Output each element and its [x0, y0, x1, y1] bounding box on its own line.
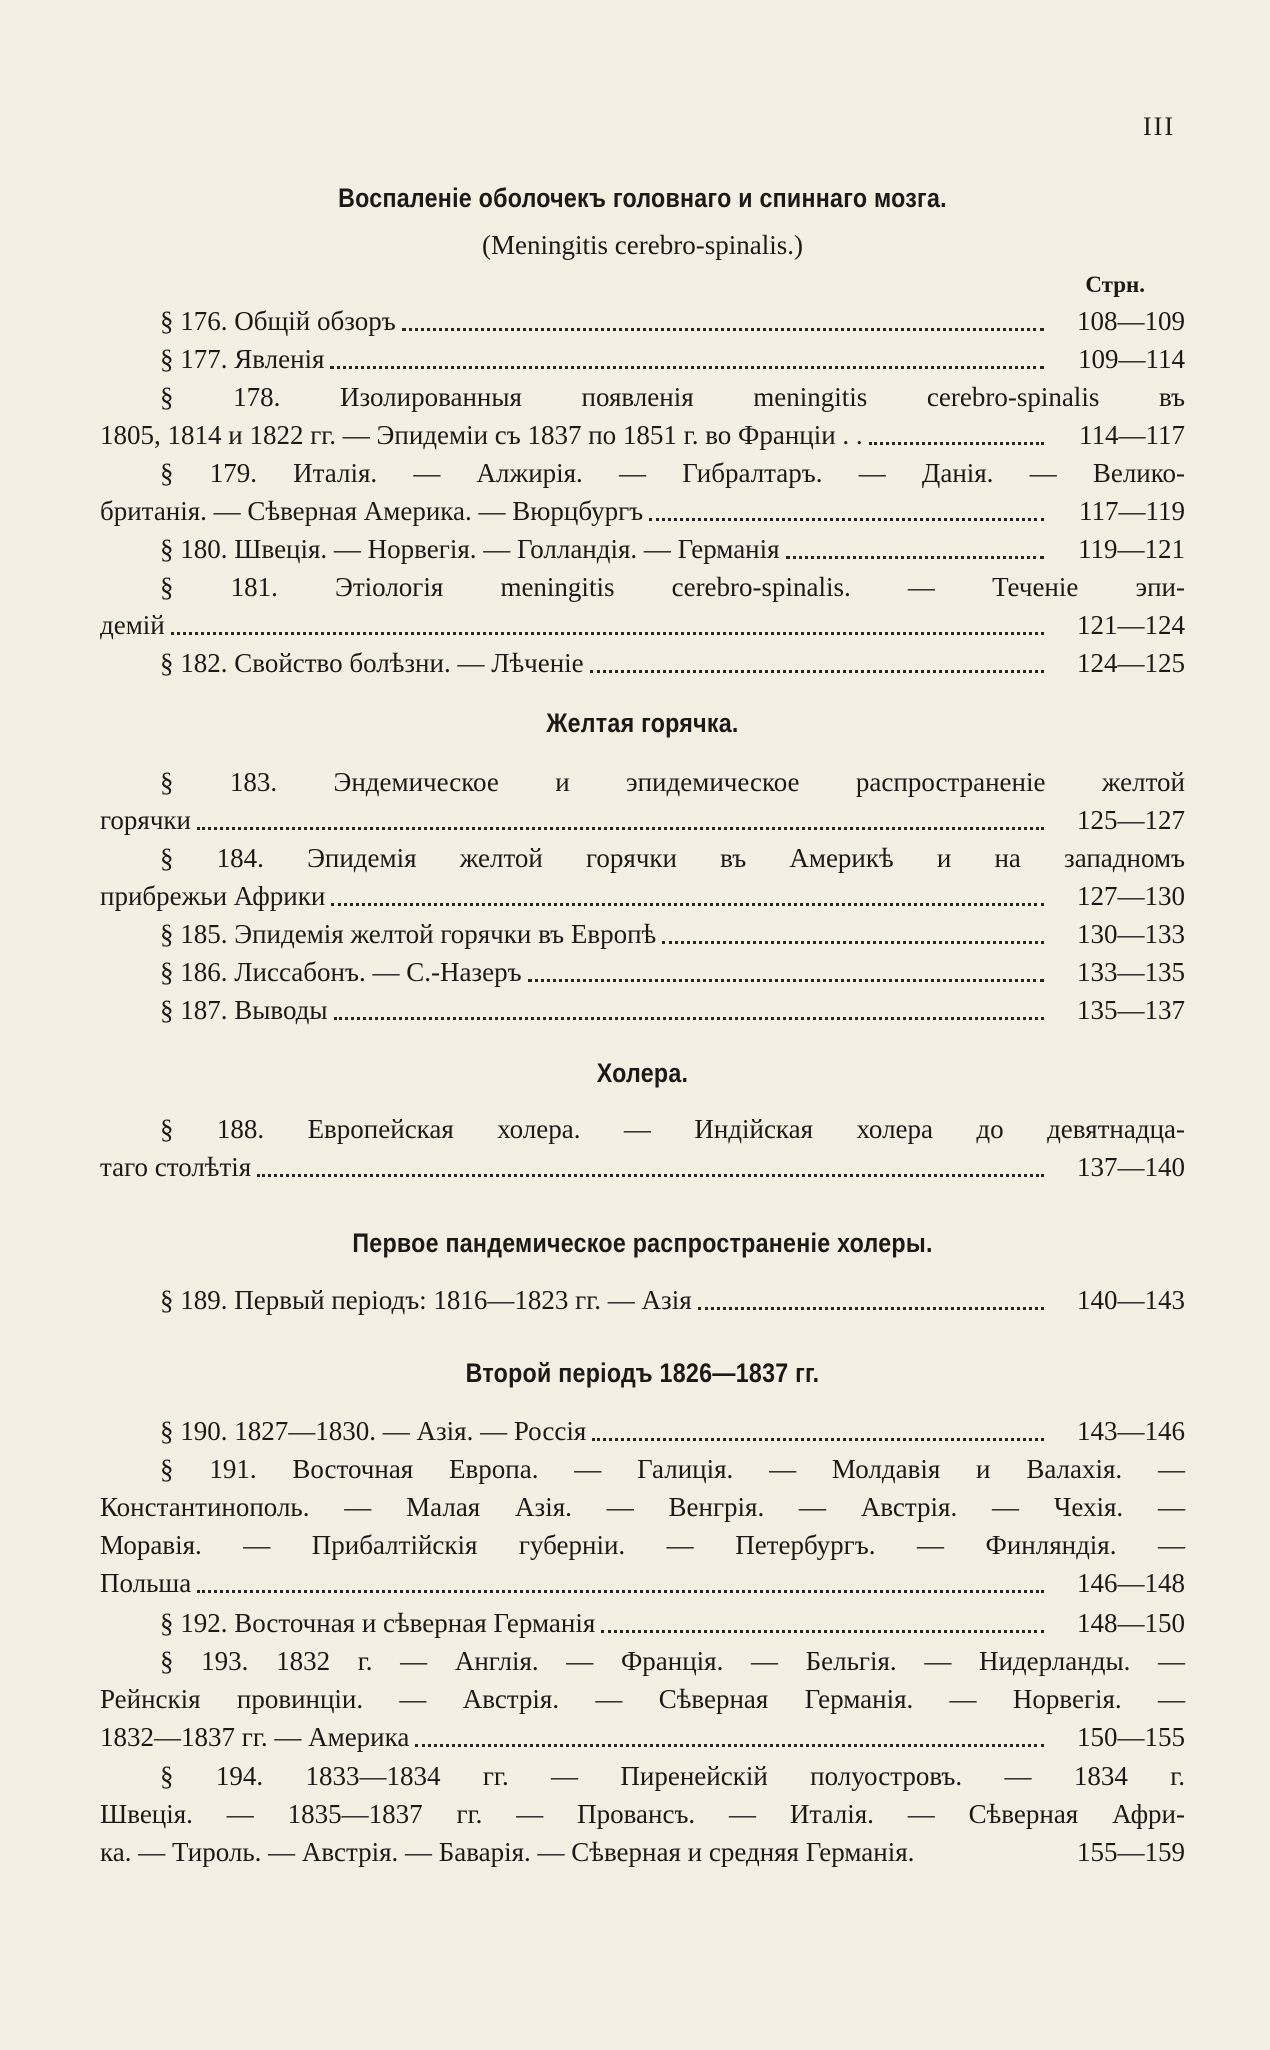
entry-pages: 124—125 [1077, 648, 1185, 678]
entry-pages: 137—140 [1077, 1152, 1185, 1182]
entry-pages: 127—130 [1077, 881, 1185, 911]
toc-entry-181[interactable] [100, 568, 1185, 644]
entry-pages: 143—146 [1077, 1416, 1185, 1446]
entry-text: § 185. Эпидемія желтой горячки въ Европѣ [160, 919, 657, 949]
page-column-header: Стрн. [1085, 272, 1145, 297]
entry-text: § 184. Эпидемія желтой горячки въ Америкѣ и на западномъ [160, 843, 1185, 873]
entry-text: ка. — Тироль. — Австрія. — Баварія. — Сѣверная и средняя Германія. [100, 1837, 915, 1867]
toc-entry-179[interactable] [100, 454, 1185, 530]
toc-entry-186[interactable] [100, 953, 1185, 991]
toc-entry-193[interactable] [100, 1642, 1185, 1756]
toc-entry-192[interactable] [100, 1604, 1185, 1642]
entry-pages: 130—133 [1077, 919, 1185, 949]
entry-text: 1832—1837 гг. — Америка [100, 1722, 410, 1752]
entry-text: § 189. Первый періодъ: 1816—1823 гг. — Азія [160, 1285, 692, 1315]
entry-text: § 181. Этіологія meningitis cerebro-spinalis. — Теченіе эпи- [160, 572, 1185, 602]
entry-pages: 155—159 [1077, 1837, 1185, 1867]
entry-text: демій [100, 610, 165, 640]
toc-entry-187[interactable] [100, 991, 1185, 1029]
toc-entry-188[interactable] [100, 1110, 1185, 1186]
toc-entry-185[interactable] [100, 915, 1185, 953]
entry-pages: 150—155 [1077, 1722, 1185, 1752]
page-number: III [1143, 112, 1175, 141]
entry-pages: 148—150 [1077, 1608, 1185, 1638]
section-heading-cholera: Холера. [596, 1058, 689, 1088]
toc-entry-189[interactable] [100, 1281, 1185, 1319]
entry-text: § 190. 1827—1830. — Азія. — Россія [160, 1416, 587, 1446]
entry-text: 1805, 1814 и 1822 гг. — Эпидеміи съ 1837 по 1851 г. во Франціи . . [100, 420, 863, 450]
entry-pages: 135—137 [1077, 995, 1185, 1025]
entry-text: § 182. Свойство болѣзни. — Лѣченіе [160, 648, 584, 678]
entry-text: Рейнскія провинціи. — Австрія. — Сѣверная Германія. — Норвегія. — [100, 1684, 1185, 1714]
entry-text: § 180. Швеція. — Норвегія. — Голландія. — Германія [160, 534, 780, 564]
toc-entry-177[interactable] [100, 340, 1185, 378]
entry-text: Швеція. — 1835—1837 гг. — Провансъ. — Италія. — Сѣверная Афри- [100, 1799, 1185, 1829]
toc-entry-182[interactable] [100, 644, 1185, 682]
entry-pages: 108—109 [1077, 306, 1185, 336]
toc-entry-180[interactable] [100, 530, 1185, 568]
entry-text: Константинополь. — Малая Азія. — Венгрія. — Австрія. — Чехія. — [100, 1492, 1185, 1522]
toc-entry-176[interactable] [100, 302, 1185, 340]
section-heading-yellow-fever: Желтая горячка. [546, 708, 739, 738]
entry-text: § 194. 1833—1834 гг. — Пиренейскій полуостровъ. — 1834 г. [160, 1761, 1185, 1791]
entry-pages: 140—143 [1077, 1285, 1185, 1315]
toc-entry-184[interactable] [100, 839, 1185, 915]
toc-entry-191[interactable] [100, 1450, 1185, 1602]
entry-text: § 179. Италія. — Алжирія. — Гибралтаръ. — Данія. — Велико- [160, 458, 1185, 488]
entry-text: § 192. Восточная и сѣверная Германія [160, 1608, 596, 1638]
section-subheading-meningitis: (Meningitis cerebro-spinalis.) [482, 230, 803, 260]
section-heading-second-period: Второй періодъ 1826—1837 гг. [465, 1358, 820, 1388]
entry-pages: 114—117 [1079, 420, 1185, 450]
entry-pages: 133—135 [1077, 957, 1185, 987]
entry-text: § 178. Изолированныя появленія meningitis cerebro-spinalis въ [160, 382, 1185, 412]
entry-pages: 109—114 [1078, 344, 1185, 374]
entry-text: § 193. 1832 г. — Англія. — Франція. — Бельгія. — Нидерланды. — [160, 1646, 1185, 1676]
entry-pages: 121—124 [1077, 610, 1185, 640]
entry-text: Моравія. — Прибалтійскія губерніи. — Петербургъ. — Финляндія. — [100, 1530, 1185, 1560]
entry-pages: 146—148 [1077, 1568, 1185, 1598]
entry-text: § 191. Восточная Европа. — Галиція. — Молдавія и Валахія. — [160, 1454, 1185, 1484]
toc-entry-178[interactable] [100, 378, 1185, 454]
section-heading-first-pandemic: Первое пандемическое распространеніе холеры. [352, 1228, 933, 1258]
toc-entry-183[interactable] [100, 763, 1185, 839]
entry-text: § 188. Европейская холера. — Индійская холера до девятнадца- [160, 1114, 1185, 1144]
entry-pages: 119—121 [1078, 534, 1185, 564]
entry-text: Польша [100, 1568, 192, 1598]
toc-entry-194[interactable] [100, 1757, 1185, 1871]
entry-text: таго столѣтія [100, 1152, 252, 1182]
entry-text: прибрежьи Африки [100, 881, 326, 911]
toc-page [100, 0, 1185, 2050]
entry-pages: 117—119 [1079, 496, 1185, 526]
section-heading-meningitis: Воспаленіе оболочекъ головнаго и спиннаго мозга. [338, 183, 947, 213]
entry-text: горячки [100, 805, 191, 835]
entry-text: § 183. Эндемическое и эпидемическое распространеніе желтой [160, 767, 1185, 797]
entry-text: § 186. Лиссабонъ. — С.-Назеръ [160, 957, 522, 987]
entry-text: § 177. Явленія [160, 344, 325, 374]
entry-text: § 176. Общій обзоръ [160, 306, 396, 336]
toc-entry-190[interactable] [100, 1412, 1185, 1450]
entry-pages: 125—127 [1077, 805, 1185, 835]
entry-text: § 187. Выводы [160, 995, 328, 1025]
entry-text: британія. — Сѣверная Америка. — Вюрцбургъ [100, 496, 644, 526]
